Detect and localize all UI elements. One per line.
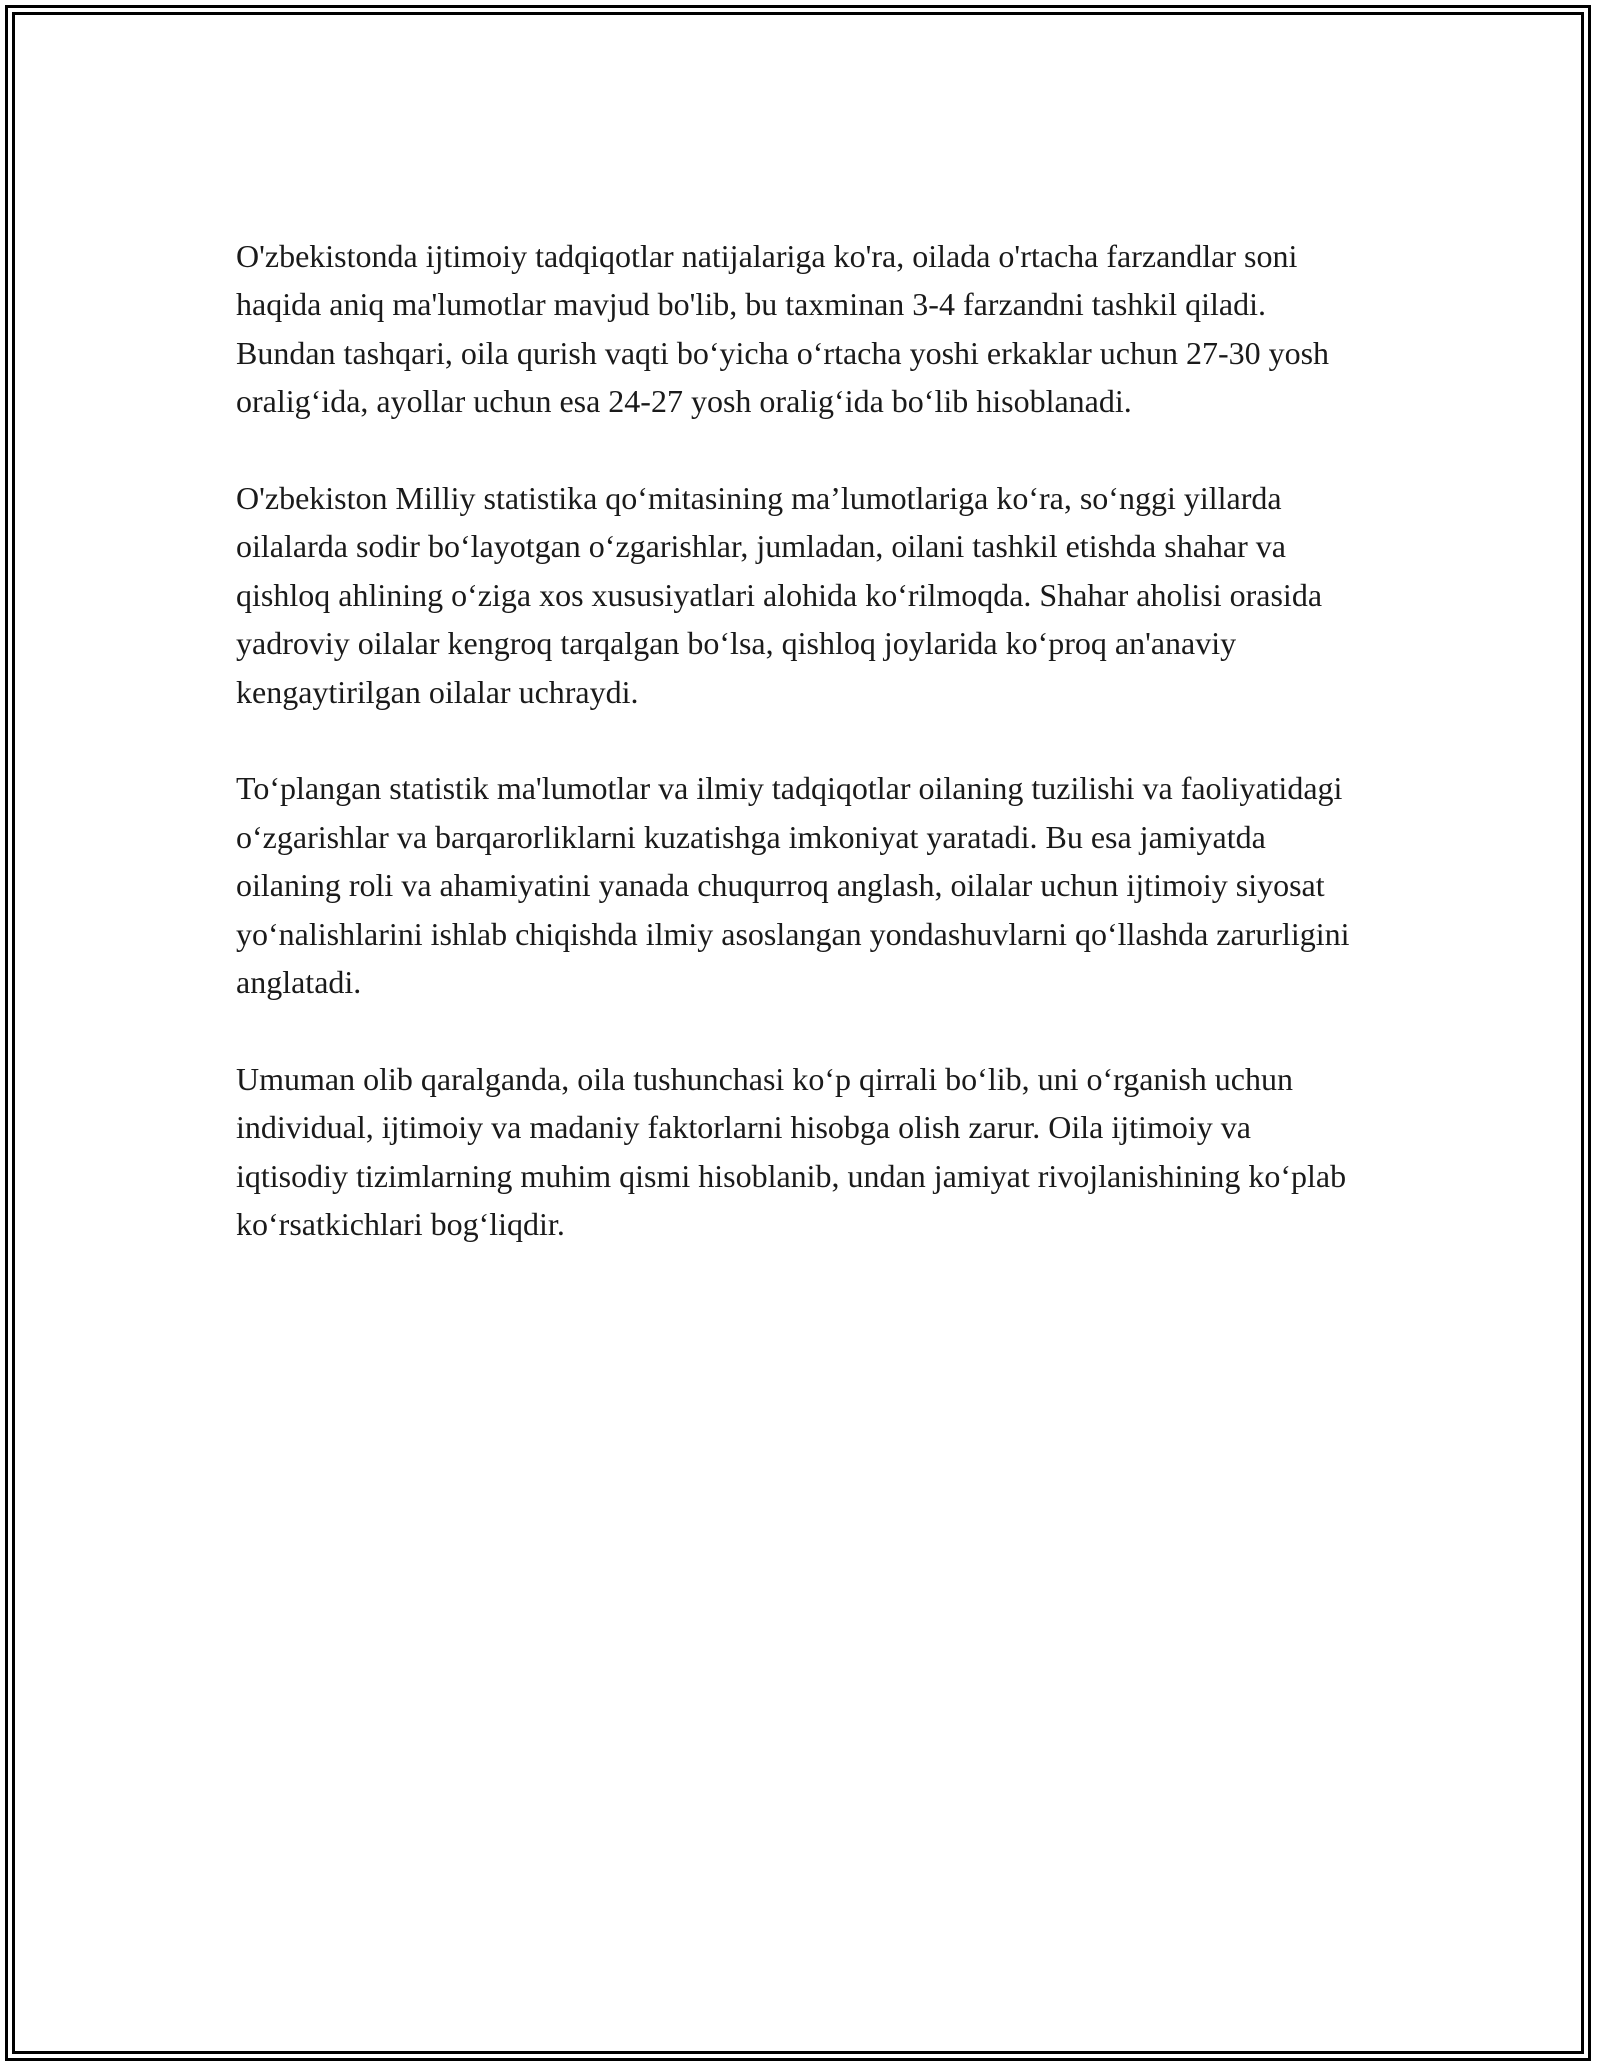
paragraph-research-data: To‘plangan statistik ma'lumotlar va ilmiy tadqiqotlar oilaning tuzilishi va faoliyatidagi o‘zgarishlar va barqarorliklarni kuzatishga imkoniyat yaratadi. Bu esa jamiyatda oilaning roli va ahamiyatini yanada chuqurroq anglash, oilalar uchun ijtimoiy siyosat yo‘nalishlarini ishlab chiqishda ilmiy asoslangan yondashuvlarni qo‘llashda zarurligini anglatadi. — [236, 770, 1350, 1001]
document-body — [236, 232, 1366, 1297]
paragraph-family-size: O'zbekistonda ijtimoiy tadqiqotlar natijalariga ko'ra, oilada o'rtacha farzandlar soni haqida aniq ma'lumotlar mavjud bo'lib, bu taxminan 3-4 farzandni tashkil qiladi. Bundan tashqari, oila qurish vaqti bo‘yicha o‘rtacha yoshi erkaklar uchun 27-30 yosh oralig‘ida, ayollar uchun esa 24-27 yosh oralig‘ida bo‘lib hisoblanadi. — [236, 238, 1330, 420]
paragraph-conclusion: Umuman olib qaralganda, oila tushunchasi ko‘p qirrali bo‘lib, uni o‘rganish uchun individual, ijtimoiy va madaniy faktorlarni hisobga olish zarur. Oila ijtimoiy va iqtisodiy tizimlarning muhim qismi hisoblanib, undan jamiyat rivojlanishining ko‘plab ko‘rsatkichlari bog‘liqdir. — [236, 1060, 1347, 1243]
paragraph-statistics-committee: O'zbekiston Milliy statistika qo‘mitasining ma’lumotlariga ko‘ra, so‘nggi yillarda oilalarda sodir bo‘layotgan o‘zgarishlar, jumladan, oilani tashkil etishda shahar va qishloq ahlining o‘ziga xos xususiyatlari alohida ko‘rilmoqda. Shahar aholisi orasida yadroviy oilalar kengroq tarqalgan bo‘lsa, qishloq joylarida ko‘proq an'anaviy kengaytirilgan oilalar uchraydi. — [236, 480, 1323, 710]
